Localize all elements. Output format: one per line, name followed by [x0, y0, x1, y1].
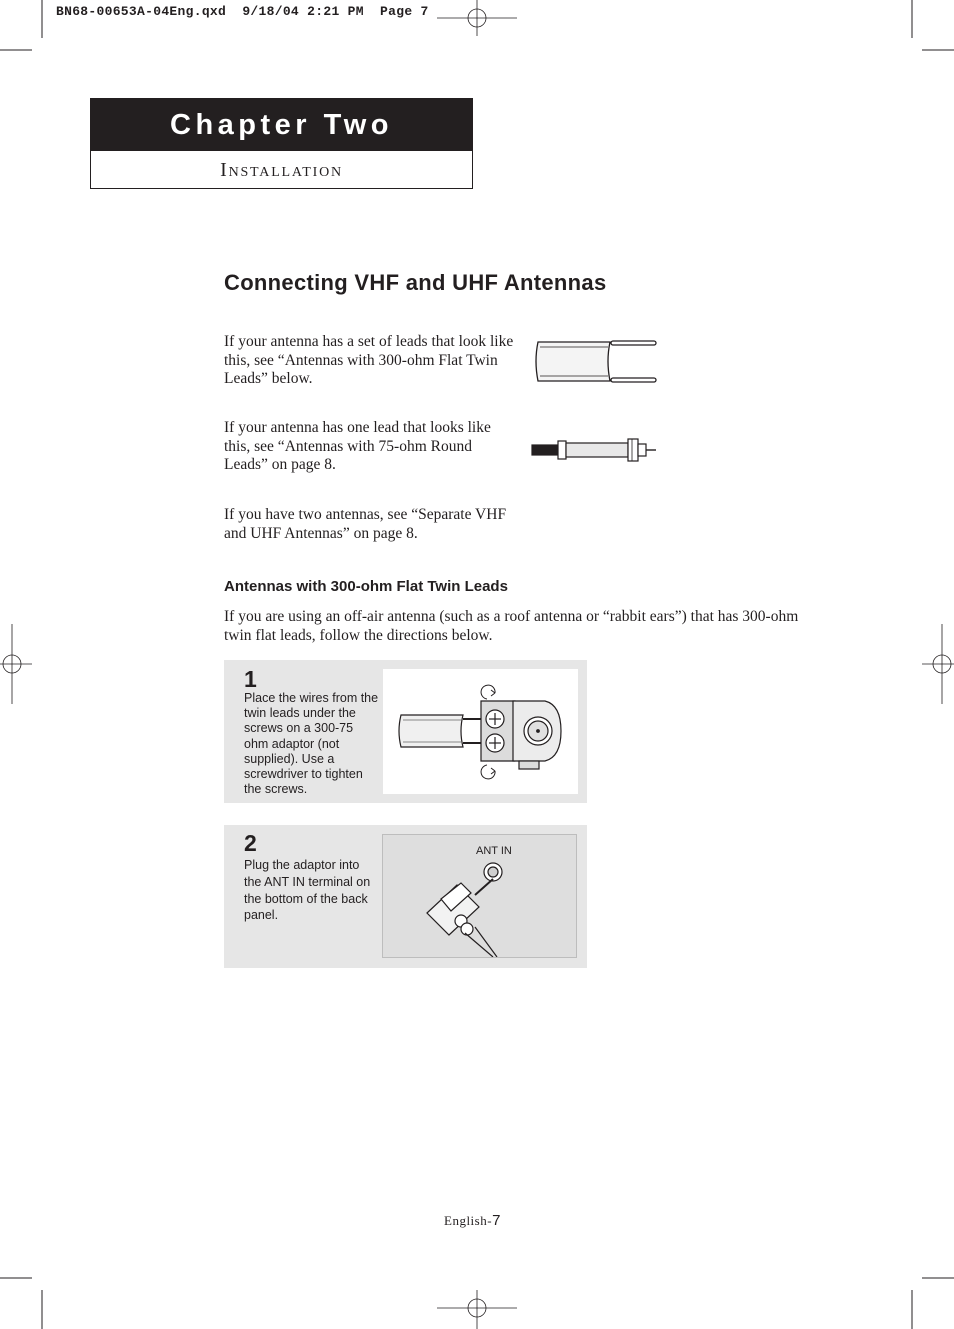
step-1-text: Place the wires from the twin leads under the screws on a 300-75 ohm adaptor (not supplied). Use a screwdriver to tighten the screws. [244, 691, 379, 797]
chapter-title: Chapter Two [91, 99, 472, 151]
round-lead-connector-icon [530, 434, 660, 466]
section-title: Connecting VHF and UHF Antennas [224, 270, 607, 295]
chapter-header [90, 98, 473, 189]
step-2-text: Plug the adaptor into the ANT IN terminal on the bottom of the back panel. [244, 858, 371, 923]
subsection-title: Antennas with 300-ohm Flat Twin Leads [224, 578, 508, 595]
page-number: 7 [492, 1212, 501, 1229]
adaptor-screws-icon [383, 669, 578, 794]
ant-in-label: ANT IN [476, 845, 512, 857]
step-2-panel [224, 825, 587, 968]
subsection-intro: If you are using an off-air antenna (such as a roof antenna or “rabbit ears”) that has 300-ohm twin flat leads, follow the directions below. [224, 608, 799, 644]
chapter-subtitle [91, 151, 472, 188]
paragraph-round-lead: If your antenna has one lead that looks like this, see “Antennas with 75-ohm Round Leads” on page 8. [224, 419, 491, 473]
step-2-image [382, 834, 577, 958]
page-footer [444, 1212, 501, 1229]
step-1-number: 1 [244, 666, 257, 692]
step-1-panel [224, 660, 587, 803]
flat-twin-lead-icon [532, 336, 662, 388]
chapter-subtitle-rest: NSTALLATION [228, 165, 343, 180]
paragraph-flat-leads: If your antenna has a set of leads that look like this, see “Antennas with 300-ohm Flat Twin Leads” below. [224, 333, 514, 387]
ant-in-terminal-icon [383, 835, 576, 957]
chapter-subtitle-initial: I [220, 159, 229, 181]
step-2-number: 2 [244, 830, 257, 856]
step-1-image [383, 669, 578, 794]
footer-prefix: English- [444, 1213, 493, 1228]
file-slug: BN68-00653A-04Eng.qxd 9/18/04 2:21 PM Page 7 [56, 4, 429, 19]
paragraph-two-antennas: If you have two antennas, see “Separate VHF and UHF Antennas” on page 8. [224, 506, 507, 542]
